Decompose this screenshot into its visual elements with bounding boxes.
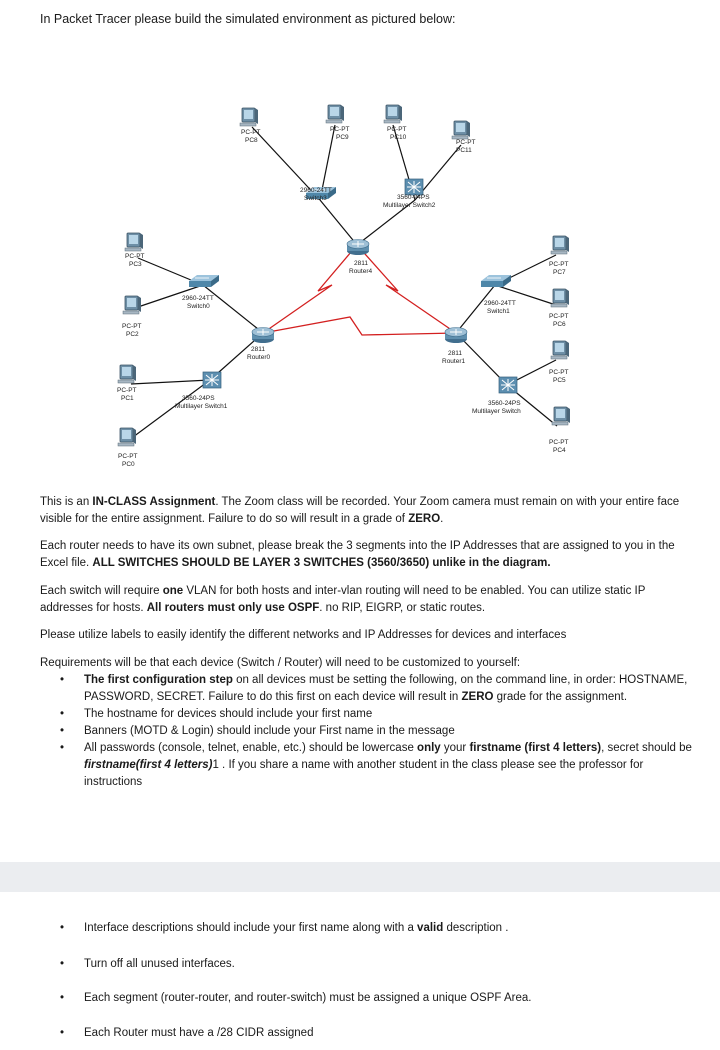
pc-type-label: PC-PT	[117, 387, 137, 394]
pc-type-label: PC-PT	[241, 129, 261, 136]
text: description .	[443, 922, 509, 934]
pc-name-label: PC1	[121, 395, 134, 402]
pc-pc9	[326, 105, 350, 141]
pc-type-label: PC-PT	[549, 313, 569, 320]
mlswitch-model-label: 3560-24PS	[182, 395, 215, 402]
router-name-label: Router0	[247, 354, 271, 361]
pc-pc6	[549, 289, 569, 328]
text: VLAN for both hosts and inter-vlan routing will need to be enabled. You can utilize static IP addresses for hosts.	[40, 585, 646, 614]
text: . The Zoom class will be recorded. Your Zoom camera must remain on with your entire face visible for the entire assignment. Failure to do so will result in a grade of	[40, 496, 680, 525]
pc-pc8	[240, 108, 261, 144]
serial-router4-router0	[263, 245, 357, 333]
requirements-list	[60, 672, 695, 791]
pc-pc3	[125, 233, 145, 268]
text: your	[440, 742, 470, 754]
pc-type-label: PC-PT	[330, 126, 350, 133]
list-item	[60, 990, 531, 1007]
switch-model-label: 2960-24TT	[182, 295, 214, 302]
switch-switch3	[300, 187, 336, 202]
bold-text: ZERO	[461, 691, 494, 703]
serial-router0-router1	[263, 317, 456, 335]
text: on all devices must be setting the following, on the command line, in order: HOSTNAME, PASSWORD, SECRET. Failure to do this first on each device will result in	[84, 674, 688, 703]
pc-pc4	[549, 407, 570, 454]
text: Each segment (router-router, and router-switch) must be assigned a unique OSPF Area.	[84, 992, 532, 1004]
pc-name-label: PC11	[456, 147, 472, 154]
mlswitch-model-label: 3560-24PS	[397, 194, 430, 201]
bold-italic-text: firstname(first 4 letters)	[84, 759, 213, 771]
bold-text: valid	[417, 922, 444, 934]
text: Each Router must have a /28 CIDR assigned	[84, 1027, 314, 1039]
pc-name-label: PC4	[553, 447, 566, 454]
list-item	[60, 956, 235, 973]
bold-text: ZERO	[408, 513, 441, 525]
pc-type-label: PC-PT	[118, 453, 138, 460]
switch-name-label: Switch0	[187, 303, 210, 310]
pc-type-label: PC-PT	[122, 323, 142, 330]
pc-pc7	[549, 236, 569, 276]
router-model-label: 2811	[251, 346, 265, 353]
additional-requirements-list	[60, 920, 695, 1050]
text: This is an	[40, 496, 93, 508]
network-topology-diagram	[0, 95, 720, 480]
list-item	[60, 920, 508, 937]
switch-name-label: Switch1	[487, 308, 510, 315]
switch-name-label: Switch3	[304, 195, 327, 202]
pc-pc11	[452, 121, 476, 154]
paragraph-subnets	[40, 538, 695, 572]
text: 1 . If you share a name with another student in the class please see the professor for instructions	[84, 759, 644, 788]
pc-type-label: PC-PT	[387, 126, 407, 133]
pc-name-label: PC2	[126, 331, 139, 338]
text: Each router needs to have its own subnet, please break the 3 segments into the IP Addresses that are assigned to you in the Excel file.	[40, 540, 675, 569]
pc-name-label: PC0	[122, 461, 135, 468]
paragraph-vlan-ospf	[40, 583, 695, 617]
pc-pc10	[384, 105, 407, 141]
switch-model-label: 2960-24TT	[484, 300, 516, 307]
pc-name-label: PC10	[390, 134, 407, 141]
text: Banners (MOTD & Login) should include your First name in the message	[84, 725, 455, 737]
page-heading: In Packet Tracer please build the simulated environment as pictured below:	[40, 12, 456, 26]
text: Turn off all unused interfaces.	[84, 958, 235, 970]
pc-type-label: PC-PT	[549, 261, 569, 268]
router-name-label: Router4	[349, 268, 373, 275]
list-item	[60, 706, 695, 723]
router-router1	[442, 328, 467, 366]
text: . no RIP, EIGRP, or static routes.	[319, 602, 486, 614]
link-switch3-router4	[320, 200, 357, 245]
bold-text: firstname (first 4 letters)	[469, 742, 602, 754]
serial-links	[263, 245, 456, 335]
bold-text: All routers must only use OSPF	[146, 602, 320, 614]
mlswitch-name-label: Multilayer Switch1	[175, 403, 228, 410]
pc-name-label: PC5	[553, 377, 566, 384]
text: Interface descriptions should include your first name along with a	[84, 922, 418, 934]
pc-name-label: PC9	[336, 134, 349, 141]
text: All passwords (console, telnet, enable, etc.) should be lowercase	[84, 742, 418, 754]
pc-name-label: PC3	[129, 261, 142, 268]
pc-type-label: PC-PT	[549, 369, 569, 376]
text: , secret should be	[601, 742, 692, 754]
switch-switch0	[182, 275, 219, 310]
text: Each switch will require	[40, 585, 163, 597]
page-break-divider	[0, 862, 720, 892]
link-switch0-router0	[203, 285, 263, 333]
list-item	[60, 672, 695, 706]
paragraph-in-class	[40, 494, 695, 528]
text: grade for the assignment.	[493, 691, 628, 703]
bold-text: only	[417, 742, 441, 754]
switch-model-label: 2960-24TT	[300, 187, 332, 194]
link-pc0-ml1	[129, 380, 210, 440]
mlswitch-name-label: Multilayer Switch	[472, 408, 521, 415]
list-item	[60, 723, 695, 740]
mlswitch-name-label: Multilayer Switch2	[383, 202, 436, 209]
mlswitch-model-label: 3560-24PS	[488, 400, 521, 407]
list-item	[60, 1025, 313, 1042]
bold-text: one	[162, 585, 184, 597]
pc-type-label: PC-PT	[549, 439, 569, 446]
pc-pc2	[122, 296, 142, 338]
pc-pc0	[118, 428, 138, 468]
pc-name-label: PC6	[553, 321, 566, 328]
paragraph-requirements-intro: Requirements will be that each device (Switch / Router) will need to be customized to yourself:	[40, 657, 521, 669]
multilayer-switch2	[383, 179, 436, 209]
router-model-label: 2811	[448, 350, 462, 357]
pc-name-label: PC7	[553, 269, 566, 276]
list-item	[60, 740, 695, 791]
paragraph-labels: Please utilize labels to easily identify the different networks and IP Addresses for devices and interfaces	[40, 629, 567, 641]
multilayer-switch-right	[472, 377, 521, 415]
multilayer-switch1	[175, 372, 228, 410]
bold-text: The first configuration step	[84, 674, 233, 686]
bold-text: IN-CLASS Assignment	[92, 496, 216, 508]
text: .	[440, 513, 444, 525]
pc-type-label: PC-PT	[456, 139, 476, 146]
router-name-label: Router1	[442, 358, 466, 365]
text: The hostname for devices should include your first name	[84, 708, 373, 720]
pc-name-label: PC8	[245, 137, 258, 144]
serial-router4-router1	[357, 245, 456, 333]
router-model-label: 2811	[354, 260, 368, 267]
bold-text: ALL SWITCHES SHOULD BE LAYER 3 SWITCHES (3560/3650) unlike in the diagram.	[92, 557, 551, 569]
link-pc1-ml1	[131, 380, 210, 384]
pc-type-label: PC-PT	[125, 253, 145, 260]
